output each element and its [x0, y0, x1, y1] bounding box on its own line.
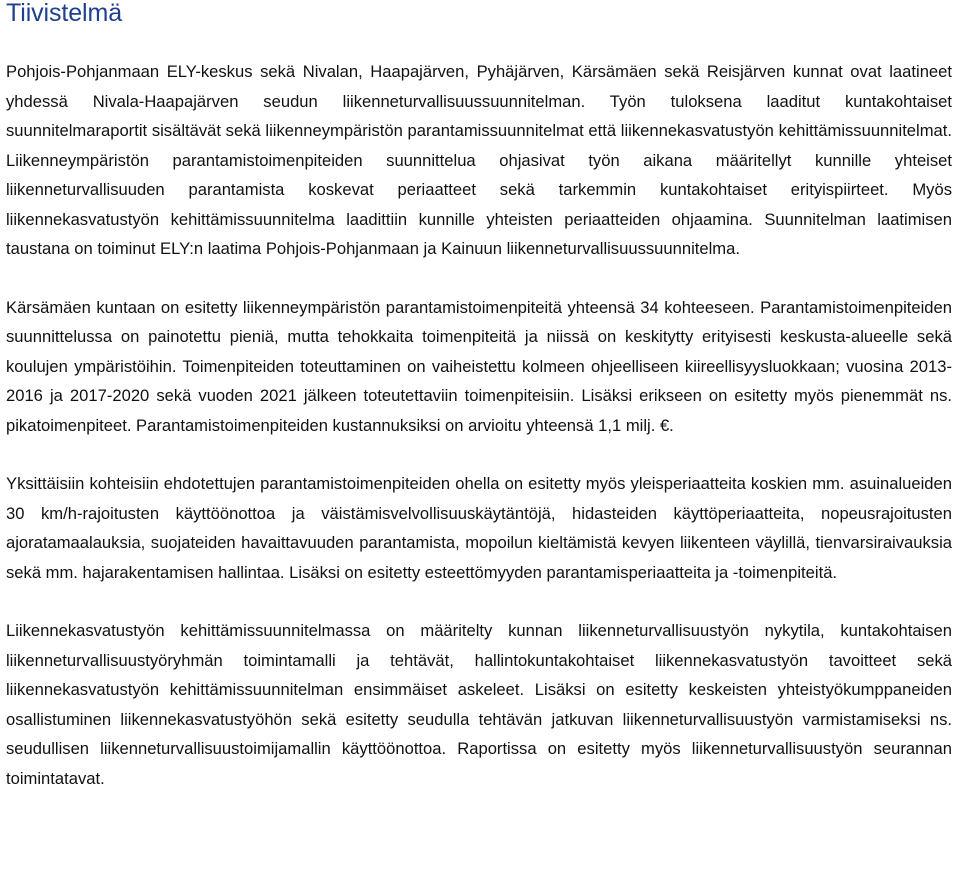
paragraph-1: Pohjois-Pohjanmaan ELY-keskus sekä Nivalan, Haapajärven, Pyhäjärven, Kärsämäen sekä Reisjärven kunnat ovat laatineet yhdessä Nivala-Haapajärven seudun liikenneturvallisuussuunnitelman. Työn tuloksena laaditut kuntakohtaiset suunnitelmaraportit sisältävät sekä liikenneympäristön parantamissuunnitelmat että liikennekasvatustyön kehittämissuunnitelmat. Liikenneympäristön parantamistoimenpiteiden suunnittelua ohjasivat työn aikana määritellyt kunnille yhteiset liikenneturvallisuuden parantamista koskevat periaatteet sekä tarkemmin kuntakohtaiset erityispiirteet. Myös liikennekasvatustyön kehittämissuunnitelma laadittiin kunnille yhteisten periaatteiden ohjaamina. Suunnitelman laatimisen taustana on toiminut ELY:n laatima Pohjois-Pohjanmaan ja Kainuun liikenneturvallisuussuunnitelma. — [6, 62, 952, 258]
document-body — [6, 57, 952, 793]
paragraph-3: Yksittäisiin kohteisiin ehdotettujen parantamistoimenpiteiden ohella on esitetty myös yleisperiaatteita koskien mm. asuinalueiden 30 km/h-rajoitusten käyttöönottoa ja väistämisvelvollisuuskäytäntöjä, hidasteiden käyttöperiaatteita, nopeusrajoitusten ajoratamaalauksia, suojateiden havaittavuuden parantamista, mopoilun kieltämistä kevyen liikenteen väylillä, tienvarsiraivauksia sekä mm. hajarakentamisen hallintaa. Lisäksi on esitetty esteettömyyden parantamisperiaatteita ja -toimenpiteitä. — [6, 474, 952, 582]
paragraph-4: Liikennekasvatustyön kehittämissuunnitelmassa on määritelty kunnan liikenneturvallisuustyön nykytila, kuntakohtaisen liikenneturvallisuustyöryhmän toimintamalli ja tehtävät, hallintokuntakohtaiset liikennekasvatustyön tavoitteet sekä liikennekasvatustyön kehittämissuunnitelman ensimmäiset askeleet. Lisäksi on esitetty keskeisten yhteistyökumppaneiden osallistuminen liikennekasvatustyöhön sekä esitetty seudulla tehtävän jatkuvan liikenneturvallisuustyön varmistamiseksi ns. seudullisen liikenneturvallisuustoimijamallin käyttöönottoa. Raportissa on esitetty myös liikenneturvallisuustyön seurannan toimintatavat. — [6, 621, 952, 788]
paragraph-2: Kärsämäen kuntaan on esitetty liikenneympäristön parantamistoimenpiteitä yhteensä 34 kohteeseen. Parantamistoimenpiteiden suunnittelussa on painotettu pieniä, mutta tehokkaita toimenpiteitä ja niissä on keskitytty erityisesti keskusta-alueelle sekä koulujen ympäristöihin. Toimenpiteiden toteuttaminen on vaiheistettu kolmeen ohjeelliseen kiireellisyysluokkaan; vuosina 2013-2016 ja 2017-2020 sekä vuoden 2021 jälkeen toteutettaviin toimenpiteisiin. Lisäksi erikseen on esitetty myös pienemmät ns. pikatoimenpiteet. Parantamistoimenpiteiden kustannuksiksi on arvioitu yhteensä 1,1 milj. €. — [6, 297, 952, 435]
page-title: Tiivistelmä — [6, 0, 123, 27]
